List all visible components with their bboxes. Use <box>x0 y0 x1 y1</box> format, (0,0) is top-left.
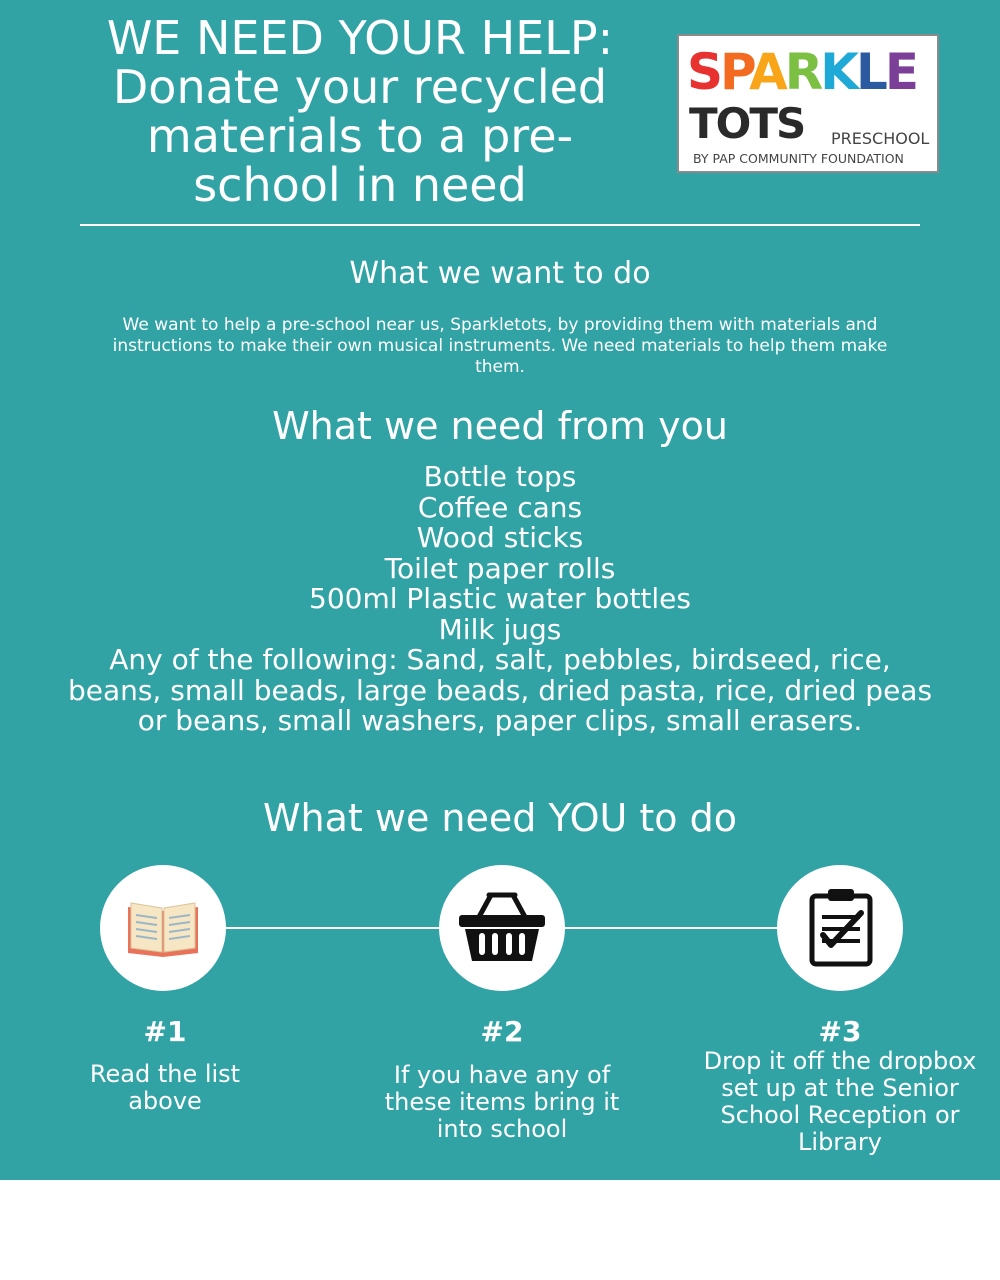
materials-list <box>60 462 940 737</box>
list-item: Toilet paper rolls <box>384 551 616 585</box>
logo-letter: L <box>856 43 885 101</box>
list-item: Bottle tops <box>423 460 577 493</box>
book-icon <box>100 865 226 991</box>
step-2-number: #2 <box>480 1015 524 1048</box>
title-line: Donate your recycled <box>112 60 608 114</box>
step-1-number: #1 <box>143 1015 187 1048</box>
list-item: Wood sticks <box>416 521 584 554</box>
step-1-text: Read the list above <box>89 1060 241 1115</box>
logo-tots: TOTS <box>689 99 805 148</box>
step-3-number: #3 <box>818 1015 862 1048</box>
header-divider <box>80 224 920 226</box>
logo-letter: S <box>687 43 721 101</box>
list-item: Milk jugs <box>438 612 562 646</box>
page-title <box>40 11 680 212</box>
title-line: materials to a pre- <box>146 109 574 163</box>
step-3-text: Drop it off the dropbox set up at the Senior School Reception or Library <box>703 1047 977 1156</box>
logo-letter: A <box>749 43 785 101</box>
title-line: WE NEED YOUR HELP: <box>106 11 614 65</box>
step-1-circle <box>100 865 226 991</box>
intro-paragraph: We want to help a pre-school near us, Sparkletots, by providing them with materials and instructions to make their own musical instruments. We need materials to help them make them. <box>112 315 888 377</box>
step-2-circle <box>439 865 565 991</box>
title-line: school in need <box>193 158 527 212</box>
step-3-circle <box>777 865 903 991</box>
section-heading-want: What we want to do <box>349 256 651 291</box>
section-heading-do: What we need YOU to do <box>262 796 738 840</box>
logo-letter: E <box>884 43 917 101</box>
logo-wordmark <box>687 42 916 102</box>
sparkletots-logo <box>677 34 939 173</box>
logo-letter: P <box>720 43 750 101</box>
basket-icon <box>439 865 565 991</box>
logo-preschool: PRESCHOOL <box>831 129 930 148</box>
logo-letter: R <box>784 43 821 101</box>
list-item: Any of the following: Sand, salt, pebbles, birdseed, rice, beans, small beads, large beads, dried pasta, rice, dried peas or beans, small washers, paper clips, small erasers. <box>67 643 933 737</box>
clipboard-icon <box>777 865 903 991</box>
list-item: 500ml Plastic water bottles <box>309 582 691 615</box>
logo-byline: BY PAP COMMUNITY FOUNDATION <box>693 151 904 166</box>
list-item: Coffee cans <box>417 490 583 524</box>
section-heading-need: What we need from you <box>272 404 728 448</box>
logo-letter: K <box>820 43 857 101</box>
step-2-text: If you have any of these items bring it into school <box>384 1061 620 1143</box>
